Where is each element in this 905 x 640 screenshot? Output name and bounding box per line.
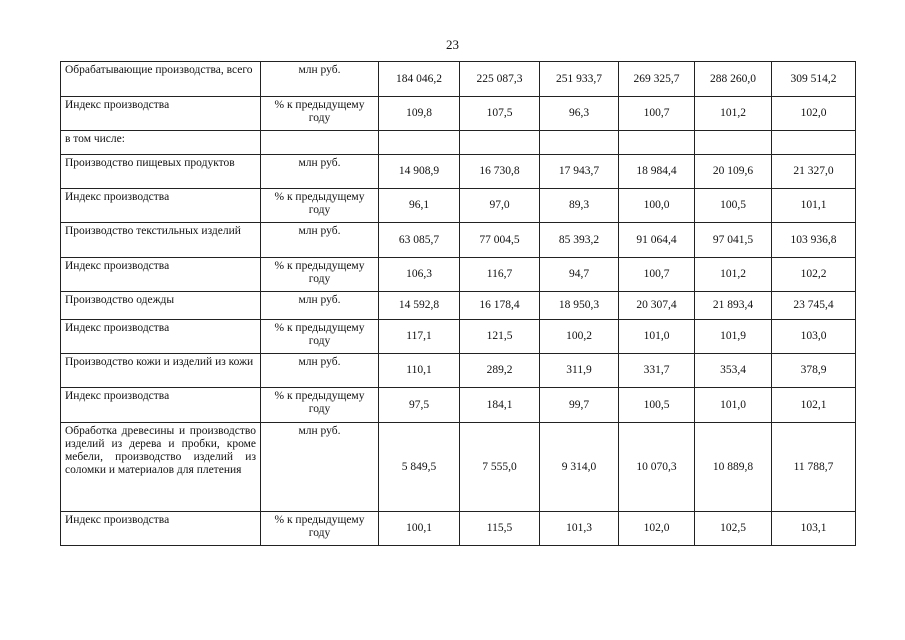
value-cell: 100,5: [619, 388, 695, 423]
value-cell: 18 950,3: [540, 292, 619, 320]
table-row: [61, 354, 856, 388]
table-row: [61, 388, 856, 423]
value-cell: 21 327,0: [772, 155, 856, 189]
value-cell: 9 314,0: [540, 423, 619, 512]
value-cell: 18 984,4: [619, 155, 695, 189]
value-cell: [460, 131, 540, 155]
value-cell: [379, 131, 460, 155]
value-cell: 100,7: [619, 258, 695, 292]
value-cell: 10 889,8: [695, 423, 772, 512]
value-cell: 11 788,7: [772, 423, 856, 512]
value-cell: 309 514,2: [772, 62, 856, 97]
unit-cell: млн руб.: [261, 423, 379, 512]
indicator-name: Производство пищевых продуктов: [61, 155, 261, 189]
value-cell: 184 046,2: [379, 62, 460, 97]
value-cell: 378,9: [772, 354, 856, 388]
value-cell: 97 041,5: [695, 223, 772, 258]
value-cell: 107,5: [460, 97, 540, 131]
indicator-name: Индекс производства: [61, 320, 261, 354]
value-cell: 184,1: [460, 388, 540, 423]
value-cell: 91 064,4: [619, 223, 695, 258]
value-cell: 110,1: [379, 354, 460, 388]
value-cell: 5 849,5: [379, 423, 460, 512]
value-cell: [695, 131, 772, 155]
unit-cell: % к предыдущему году: [261, 388, 379, 423]
indicator-name: Индекс производства: [61, 97, 261, 131]
value-cell: [619, 131, 695, 155]
value-cell: 101,3: [540, 512, 619, 546]
value-cell: 10 070,3: [619, 423, 695, 512]
value-cell: 77 004,5: [460, 223, 540, 258]
value-cell: 106,3: [379, 258, 460, 292]
table-row: [61, 320, 856, 354]
value-cell: 100,1: [379, 512, 460, 546]
indicator-name: Индекс производства: [61, 189, 261, 223]
table-row: [61, 131, 856, 155]
value-cell: 102,5: [695, 512, 772, 546]
value-cell: 16 730,8: [460, 155, 540, 189]
table-row: [61, 97, 856, 131]
value-cell: 100,5: [695, 189, 772, 223]
unit-cell: % к предыдущему году: [261, 258, 379, 292]
table-row: [61, 258, 856, 292]
unit-cell: % к предыдущему году: [261, 189, 379, 223]
value-cell: 311,9: [540, 354, 619, 388]
value-cell: 23 745,4: [772, 292, 856, 320]
value-cell: 225 087,3: [460, 62, 540, 97]
value-cell: 21 893,4: [695, 292, 772, 320]
value-cell: 116,7: [460, 258, 540, 292]
table-row: [61, 292, 856, 320]
value-cell: 101,2: [695, 258, 772, 292]
value-cell: 7 555,0: [460, 423, 540, 512]
value-cell: 96,1: [379, 189, 460, 223]
unit-cell: % к предыдущему году: [261, 320, 379, 354]
value-cell: 117,1: [379, 320, 460, 354]
value-cell: 17 943,7: [540, 155, 619, 189]
value-cell: 101,9: [695, 320, 772, 354]
value-cell: 251 933,7: [540, 62, 619, 97]
indicator-name: в том числе:: [61, 131, 261, 155]
table-row: [61, 223, 856, 258]
indicator-name: Индекс производства: [61, 512, 261, 546]
unit-cell: % к предыдущему году: [261, 97, 379, 131]
table-row: [61, 189, 856, 223]
page-number: 23: [446, 37, 459, 52]
value-cell: 289,2: [460, 354, 540, 388]
unit-cell: млн руб.: [261, 292, 379, 320]
value-cell: 101,0: [695, 388, 772, 423]
indicator-name: Производство текстильных изделий: [61, 223, 261, 258]
table-row: [61, 62, 856, 97]
value-cell: 102,0: [619, 512, 695, 546]
value-cell: 20 307,4: [619, 292, 695, 320]
table-row: [61, 423, 856, 512]
value-cell: 269 325,7: [619, 62, 695, 97]
indicator-name: Производство кожи и изделий из кожи: [61, 354, 261, 388]
value-cell: 102,0: [772, 97, 856, 131]
value-cell: 16 178,4: [460, 292, 540, 320]
value-cell: 103,1: [772, 512, 856, 546]
indicator-name: Индекс производства: [61, 258, 261, 292]
indicator-name: Обрабатывающие производства, всего: [61, 62, 261, 97]
unit-cell: млн руб.: [261, 354, 379, 388]
value-cell: 96,3: [540, 97, 619, 131]
value-cell: 115,5: [460, 512, 540, 546]
unit-cell: млн руб.: [261, 155, 379, 189]
value-cell: 103 936,8: [772, 223, 856, 258]
value-cell: 85 393,2: [540, 223, 619, 258]
value-cell: 94,7: [540, 258, 619, 292]
value-cell: 103,0: [772, 320, 856, 354]
value-cell: 101,2: [695, 97, 772, 131]
value-cell: 63 085,7: [379, 223, 460, 258]
unit-cell: % к предыдущему году: [261, 512, 379, 546]
value-cell: 331,7: [619, 354, 695, 388]
value-cell: 102,2: [772, 258, 856, 292]
indicator-name: Индекс производства: [61, 388, 261, 423]
value-cell: 102,1: [772, 388, 856, 423]
unit-cell: млн руб.: [261, 223, 379, 258]
value-cell: 14 908,9: [379, 155, 460, 189]
value-cell: 100,0: [619, 189, 695, 223]
value-cell: 100,7: [619, 97, 695, 131]
value-cell: 353,4: [695, 354, 772, 388]
indicator-name: Производство одежды: [61, 292, 261, 320]
value-cell: 109,8: [379, 97, 460, 131]
indicator-name: Обработка древесины и производство изделий из дерева и пробки, кроме мебели, производство изделий из соломки и материалов для плетения: [61, 423, 261, 512]
table-row: [61, 512, 856, 546]
value-cell: 20 109,6: [695, 155, 772, 189]
value-cell: [540, 131, 619, 155]
value-cell: 100,2: [540, 320, 619, 354]
unit-cell: млн руб.: [261, 62, 379, 97]
value-cell: 97,0: [460, 189, 540, 223]
value-cell: [772, 131, 856, 155]
table-row: [61, 155, 856, 189]
value-cell: 14 592,8: [379, 292, 460, 320]
value-cell: 121,5: [460, 320, 540, 354]
value-cell: 101,1: [772, 189, 856, 223]
production-table: [60, 61, 856, 546]
value-cell: 99,7: [540, 388, 619, 423]
unit-cell: [261, 131, 379, 155]
value-cell: 101,0: [619, 320, 695, 354]
value-cell: 89,3: [540, 189, 619, 223]
value-cell: 97,5: [379, 388, 460, 423]
value-cell: 288 260,0: [695, 62, 772, 97]
